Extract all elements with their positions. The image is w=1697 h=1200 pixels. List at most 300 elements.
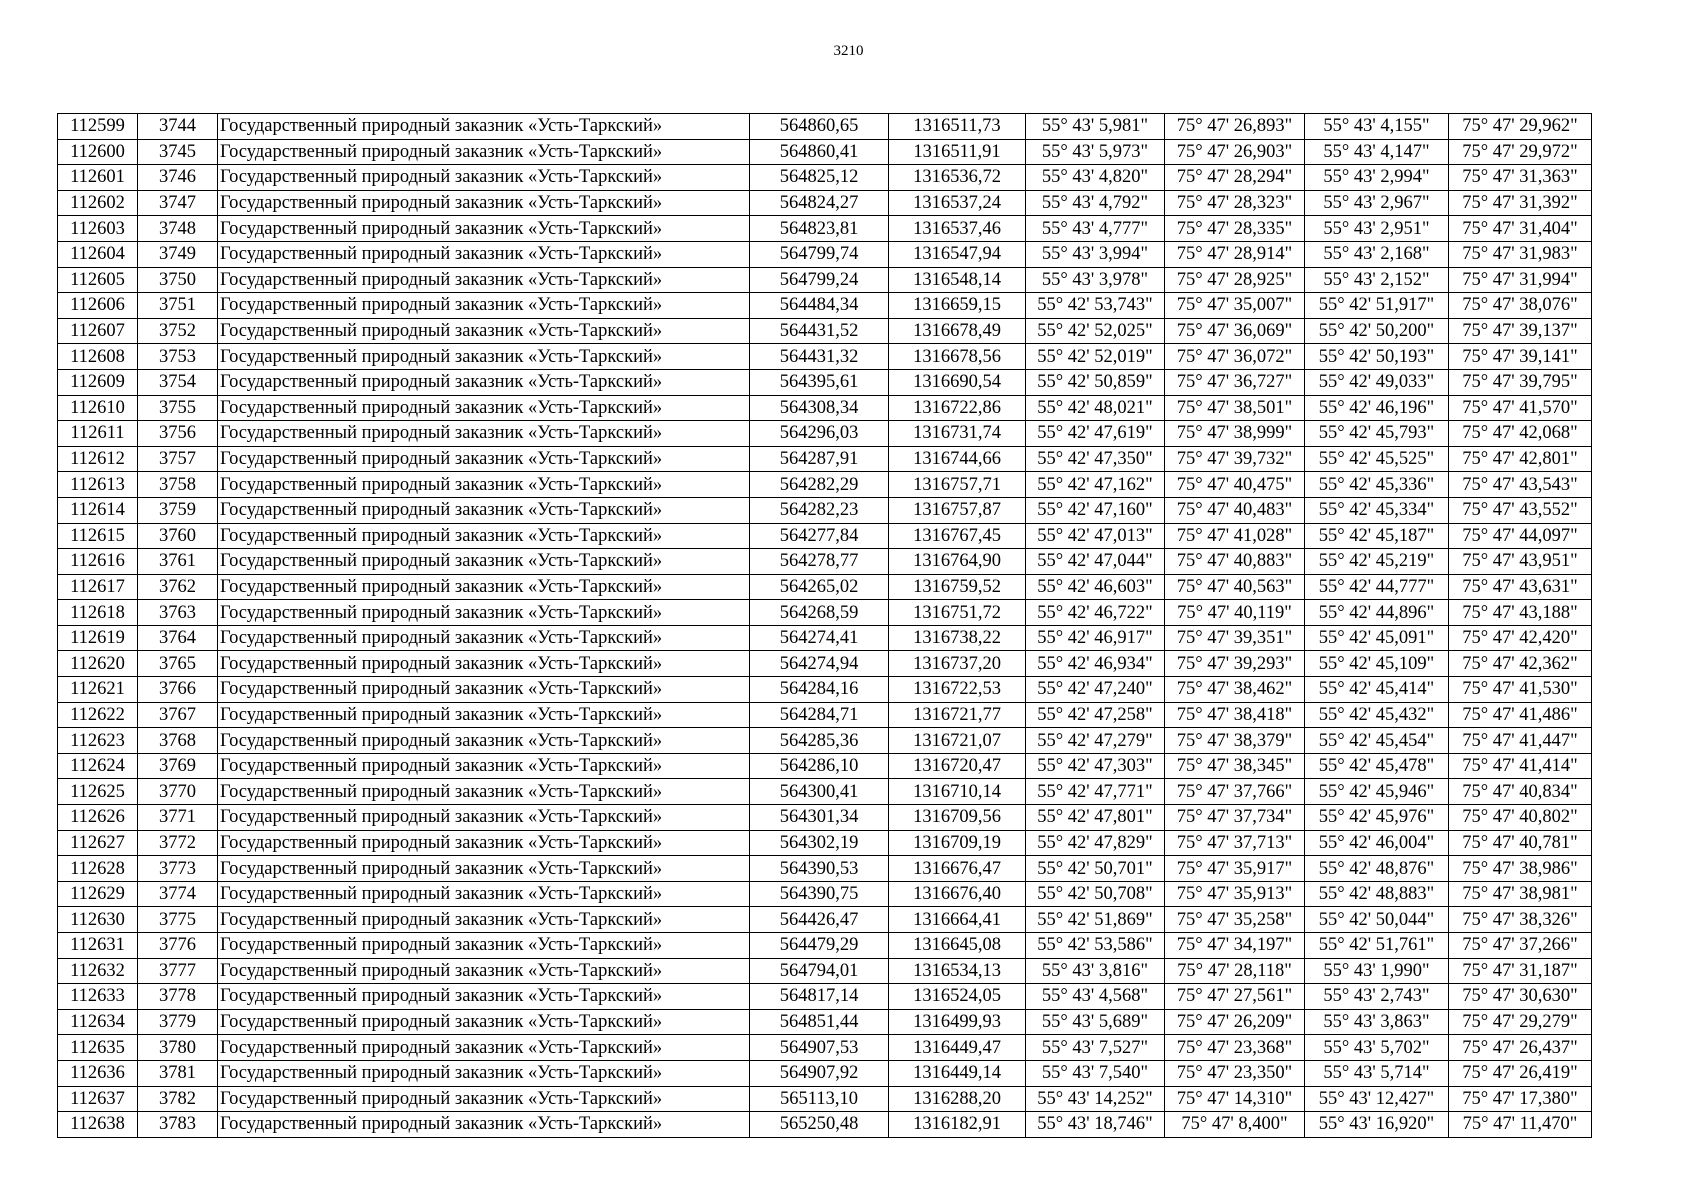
row-id-cell: 112624 (58, 753, 138, 779)
y-coordinate-cell: 1316664,41 (889, 907, 1026, 933)
latitude-2-cell: 55° 43' 2,951" (1305, 216, 1449, 242)
longitude-2-cell: 75° 47' 29,972" (1449, 139, 1592, 165)
longitude-2-cell: 75° 47' 29,279" (1449, 1009, 1592, 1035)
table-row (58, 574, 1592, 600)
table-row (58, 1009, 1592, 1035)
x-coordinate-cell: 564823,81 (750, 216, 889, 242)
longitude-1-cell: 75° 47' 38,345" (1165, 753, 1305, 779)
y-coordinate-cell: 1316659,15 (889, 293, 1026, 319)
longitude-2-cell: 75° 47' 42,801" (1449, 446, 1592, 472)
row-id-cell: 112626 (58, 805, 138, 831)
coordinates-table (57, 113, 1592, 1138)
object-name-cell: Государственный природный заказник «Усть-Таркский» (218, 523, 750, 549)
y-coordinate-cell: 1316709,19 (889, 830, 1026, 856)
point-number-cell: 3751 (138, 293, 218, 319)
longitude-2-cell: 75° 47' 39,795" (1449, 369, 1592, 395)
latitude-2-cell: 55° 42' 45,946" (1305, 779, 1449, 805)
longitude-2-cell: 75° 47' 41,530" (1449, 677, 1592, 703)
longitude-1-cell: 75° 47' 26,903" (1165, 139, 1305, 165)
longitude-1-cell: 75° 47' 38,418" (1165, 702, 1305, 728)
latitude-2-cell: 55° 43' 12,427" (1305, 1086, 1449, 1112)
longitude-2-cell: 75° 47' 41,414" (1449, 753, 1592, 779)
longitude-2-cell: 75° 47' 41,486" (1449, 702, 1592, 728)
x-coordinate-cell: 564308,34 (750, 395, 889, 421)
point-number-cell: 3748 (138, 216, 218, 242)
latitude-1-cell: 55° 42' 47,162" (1026, 472, 1165, 498)
latitude-2-cell: 55° 43' 2,967" (1305, 190, 1449, 216)
table-row (58, 216, 1592, 242)
point-number-cell: 3752 (138, 318, 218, 344)
point-number-cell: 3749 (138, 241, 218, 267)
row-id-cell: 112599 (58, 114, 138, 140)
longitude-1-cell: 75° 47' 28,294" (1165, 165, 1305, 191)
longitude-2-cell: 75° 47' 39,141" (1449, 344, 1592, 370)
object-name-cell: Государственный природный заказник «Усть-Таркский» (218, 856, 750, 882)
latitude-1-cell: 55° 42' 52,019" (1026, 344, 1165, 370)
latitude-2-cell: 55° 42' 46,004" (1305, 830, 1449, 856)
x-coordinate-cell: 564265,02 (750, 574, 889, 600)
y-coordinate-cell: 1316720,47 (889, 753, 1026, 779)
longitude-2-cell: 75° 47' 31,404" (1449, 216, 1592, 242)
row-id-cell: 112636 (58, 1060, 138, 1086)
point-number-cell: 3775 (138, 907, 218, 933)
x-coordinate-cell: 564907,53 (750, 1035, 889, 1061)
longitude-1-cell: 75° 47' 40,119" (1165, 600, 1305, 626)
latitude-1-cell: 55° 43' 7,540" (1026, 1060, 1165, 1086)
latitude-2-cell: 55° 42' 51,917" (1305, 293, 1449, 319)
table-row (58, 907, 1592, 933)
y-coordinate-cell: 1316524,05 (889, 984, 1026, 1010)
object-name-cell: Государственный природный заказник «Усть-Таркский» (218, 779, 750, 805)
latitude-1-cell: 55° 42' 47,303" (1026, 753, 1165, 779)
latitude-1-cell: 55° 42' 51,869" (1026, 907, 1165, 933)
object-name-cell: Государственный природный заказник «Усть-Таркский» (218, 958, 750, 984)
latitude-2-cell: 55° 42' 45,219" (1305, 549, 1449, 575)
y-coordinate-cell: 1316536,72 (889, 165, 1026, 191)
latitude-2-cell: 55° 43' 4,147" (1305, 139, 1449, 165)
row-id-cell: 112629 (58, 881, 138, 907)
longitude-1-cell: 75° 47' 14,310" (1165, 1086, 1305, 1112)
x-coordinate-cell: 564426,47 (750, 907, 889, 933)
object-name-cell: Государственный природный заказник «Усть-Таркский» (218, 728, 750, 754)
longitude-1-cell: 75° 47' 38,501" (1165, 395, 1305, 421)
object-name-cell: Государственный природный заказник «Усть-Таркский» (218, 446, 750, 472)
table-row (58, 600, 1592, 626)
x-coordinate-cell: 564300,41 (750, 779, 889, 805)
x-coordinate-cell: 564390,53 (750, 856, 889, 882)
longitude-2-cell: 75° 47' 43,188" (1449, 600, 1592, 626)
row-id-cell: 112628 (58, 856, 138, 882)
latitude-1-cell: 55° 42' 47,619" (1026, 421, 1165, 447)
y-coordinate-cell: 1316731,74 (889, 421, 1026, 447)
point-number-cell: 3779 (138, 1009, 218, 1035)
longitude-2-cell: 75° 47' 41,447" (1449, 728, 1592, 754)
longitude-1-cell: 75° 47' 27,561" (1165, 984, 1305, 1010)
y-coordinate-cell: 1316710,14 (889, 779, 1026, 805)
point-number-cell: 3767 (138, 702, 218, 728)
x-coordinate-cell: 564431,32 (750, 344, 889, 370)
row-id-cell: 112610 (58, 395, 138, 421)
longitude-2-cell: 75° 47' 26,419" (1449, 1060, 1592, 1086)
latitude-2-cell: 55° 42' 45,432" (1305, 702, 1449, 728)
latitude-2-cell: 55° 42' 45,793" (1305, 421, 1449, 447)
longitude-1-cell: 75° 47' 35,258" (1165, 907, 1305, 933)
longitude-2-cell: 75° 47' 37,266" (1449, 933, 1592, 959)
row-id-cell: 112609 (58, 369, 138, 395)
table-row (58, 933, 1592, 959)
longitude-1-cell: 75° 47' 39,351" (1165, 625, 1305, 651)
y-coordinate-cell: 1316737,20 (889, 651, 1026, 677)
latitude-2-cell: 55° 42' 51,761" (1305, 933, 1449, 959)
point-number-cell: 3763 (138, 600, 218, 626)
longitude-2-cell: 75° 47' 11,470" (1449, 1112, 1592, 1138)
longitude-1-cell: 75° 47' 35,007" (1165, 293, 1305, 319)
object-name-cell: Государственный природный заказник «Усть-Таркский» (218, 216, 750, 242)
point-number-cell: 3777 (138, 958, 218, 984)
longitude-2-cell: 75° 47' 44,097" (1449, 523, 1592, 549)
latitude-1-cell: 55° 43' 4,820" (1026, 165, 1165, 191)
table-body (58, 114, 1592, 1138)
table-row (58, 805, 1592, 831)
latitude-2-cell: 55° 43' 16,920" (1305, 1112, 1449, 1138)
longitude-2-cell: 75° 47' 40,802" (1449, 805, 1592, 831)
longitude-2-cell: 75° 47' 31,392" (1449, 190, 1592, 216)
y-coordinate-cell: 1316537,24 (889, 190, 1026, 216)
longitude-1-cell: 75° 47' 36,072" (1165, 344, 1305, 370)
point-number-cell: 3760 (138, 523, 218, 549)
latitude-2-cell: 55° 42' 45,109" (1305, 651, 1449, 677)
latitude-2-cell: 55° 43' 5,714" (1305, 1060, 1449, 1086)
object-name-cell: Государственный природный заказник «Усть-Таркский» (218, 472, 750, 498)
table-row (58, 165, 1592, 191)
point-number-cell: 3774 (138, 881, 218, 907)
x-coordinate-cell: 564390,75 (750, 881, 889, 907)
x-coordinate-cell: 564268,59 (750, 600, 889, 626)
y-coordinate-cell: 1316744,66 (889, 446, 1026, 472)
x-coordinate-cell: 564794,01 (750, 958, 889, 984)
row-id-cell: 112615 (58, 523, 138, 549)
table-row (58, 1060, 1592, 1086)
longitude-2-cell: 75° 47' 39,137" (1449, 318, 1592, 344)
latitude-2-cell: 55° 42' 48,876" (1305, 856, 1449, 882)
row-id-cell: 112621 (58, 677, 138, 703)
longitude-2-cell: 75° 47' 42,068" (1449, 421, 1592, 447)
point-number-cell: 3745 (138, 139, 218, 165)
object-name-cell: Государственный природный заказник «Усть-Таркский» (218, 574, 750, 600)
latitude-2-cell: 55° 43' 5,702" (1305, 1035, 1449, 1061)
latitude-2-cell: 55° 42' 45,091" (1305, 625, 1449, 651)
page-number: 3210 (833, 43, 864, 59)
row-id-cell: 112603 (58, 216, 138, 242)
point-number-cell: 3761 (138, 549, 218, 575)
latitude-1-cell: 55° 43' 5,973" (1026, 139, 1165, 165)
latitude-1-cell: 55° 43' 7,527" (1026, 1035, 1165, 1061)
row-id-cell: 112620 (58, 651, 138, 677)
point-number-cell: 3764 (138, 625, 218, 651)
latitude-2-cell: 55° 42' 50,193" (1305, 344, 1449, 370)
row-id-cell: 112631 (58, 933, 138, 959)
point-number-cell: 3766 (138, 677, 218, 703)
point-number-cell: 3746 (138, 165, 218, 191)
row-id-cell: 112607 (58, 318, 138, 344)
point-number-cell: 3765 (138, 651, 218, 677)
point-number-cell: 3768 (138, 728, 218, 754)
row-id-cell: 112612 (58, 446, 138, 472)
object-name-cell: Государственный природный заказник «Усть-Таркский» (218, 114, 750, 140)
latitude-1-cell: 55° 42' 47,258" (1026, 702, 1165, 728)
point-number-cell: 3753 (138, 344, 218, 370)
longitude-2-cell: 75° 47' 43,631" (1449, 574, 1592, 600)
y-coordinate-cell: 1316764,90 (889, 549, 1026, 575)
object-name-cell: Государственный природный заказник «Усть-Таркский» (218, 651, 750, 677)
x-coordinate-cell: 564274,94 (750, 651, 889, 677)
latitude-2-cell: 55° 43' 2,994" (1305, 165, 1449, 191)
y-coordinate-cell: 1316678,49 (889, 318, 1026, 344)
latitude-1-cell: 55° 42' 47,160" (1026, 497, 1165, 523)
point-number-cell: 3769 (138, 753, 218, 779)
latitude-1-cell: 55° 42' 50,708" (1026, 881, 1165, 907)
row-id-cell: 112600 (58, 139, 138, 165)
longitude-1-cell: 75° 47' 38,462" (1165, 677, 1305, 703)
object-name-cell: Государственный природный заказник «Усть-Таркский» (218, 293, 750, 319)
row-id-cell: 112604 (58, 241, 138, 267)
table-row (58, 549, 1592, 575)
object-name-cell: Государственный природный заказник «Усть-Таркский» (218, 1086, 750, 1112)
x-coordinate-cell: 564277,84 (750, 523, 889, 549)
latitude-1-cell: 55° 42' 50,701" (1026, 856, 1165, 882)
y-coordinate-cell: 1316547,94 (889, 241, 1026, 267)
table-row (58, 702, 1592, 728)
object-name-cell: Государственный природный заказник «Усть-Таркский» (218, 369, 750, 395)
y-coordinate-cell: 1316511,91 (889, 139, 1026, 165)
point-number-cell: 3762 (138, 574, 218, 600)
longitude-2-cell: 75° 47' 31,187" (1449, 958, 1592, 984)
object-name-cell: Государственный природный заказник «Усть-Таркский» (218, 1060, 750, 1086)
latitude-1-cell: 55° 42' 47,350" (1026, 446, 1165, 472)
point-number-cell: 3781 (138, 1060, 218, 1086)
object-name-cell: Государственный природный заказник «Усть-Таркский» (218, 600, 750, 626)
table-row (58, 881, 1592, 907)
longitude-1-cell: 75° 47' 28,914" (1165, 241, 1305, 267)
table-row (58, 446, 1592, 472)
x-coordinate-cell: 565250,48 (750, 1112, 889, 1138)
latitude-2-cell: 55° 42' 45,525" (1305, 446, 1449, 472)
y-coordinate-cell: 1316499,93 (889, 1009, 1026, 1035)
table-row (58, 241, 1592, 267)
row-id-cell: 112619 (58, 625, 138, 651)
latitude-1-cell: 55° 42' 47,829" (1026, 830, 1165, 856)
longitude-2-cell: 75° 47' 31,363" (1449, 165, 1592, 191)
longitude-2-cell: 75° 47' 30,630" (1449, 984, 1592, 1010)
latitude-1-cell: 55° 43' 18,746" (1026, 1112, 1165, 1138)
table-row (58, 190, 1592, 216)
longitude-2-cell: 75° 47' 43,951" (1449, 549, 1592, 575)
point-number-cell: 3778 (138, 984, 218, 1010)
latitude-1-cell: 55° 43' 5,689" (1026, 1009, 1165, 1035)
point-number-cell: 3771 (138, 805, 218, 831)
object-name-cell: Государственный природный заказник «Усть-Таркский» (218, 805, 750, 831)
longitude-1-cell: 75° 47' 8,400" (1165, 1112, 1305, 1138)
table-row (58, 830, 1592, 856)
x-coordinate-cell: 564284,71 (750, 702, 889, 728)
latitude-1-cell: 55° 42' 46,722" (1026, 600, 1165, 626)
object-name-cell: Государственный природный заказник «Усть-Таркский» (218, 677, 750, 703)
table-row (58, 958, 1592, 984)
y-coordinate-cell: 1316548,14 (889, 267, 1026, 293)
object-name-cell: Государственный природный заказник «Усть-Таркский» (218, 1009, 750, 1035)
object-name-cell: Государственный природный заказник «Усть-Таркский» (218, 625, 750, 651)
y-coordinate-cell: 1316767,45 (889, 523, 1026, 549)
y-coordinate-cell: 1316721,77 (889, 702, 1026, 728)
longitude-1-cell: 75° 47' 37,734" (1165, 805, 1305, 831)
row-id-cell: 112635 (58, 1035, 138, 1061)
x-coordinate-cell: 564282,23 (750, 497, 889, 523)
latitude-1-cell: 55° 43' 3,816" (1026, 958, 1165, 984)
longitude-2-cell: 75° 47' 38,981" (1449, 881, 1592, 907)
row-id-cell: 112634 (58, 1009, 138, 1035)
y-coordinate-cell: 1316511,73 (889, 114, 1026, 140)
longitude-2-cell: 75° 47' 42,420" (1449, 625, 1592, 651)
object-name-cell: Государственный природный заказник «Усть-Таркский» (218, 267, 750, 293)
row-id-cell: 112613 (58, 472, 138, 498)
table-row (58, 728, 1592, 754)
y-coordinate-cell: 1316288,20 (889, 1086, 1026, 1112)
y-coordinate-cell: 1316757,87 (889, 497, 1026, 523)
longitude-1-cell: 75° 47' 38,999" (1165, 421, 1305, 447)
y-coordinate-cell: 1316534,13 (889, 958, 1026, 984)
table-row (58, 369, 1592, 395)
longitude-1-cell: 75° 47' 35,917" (1165, 856, 1305, 882)
longitude-2-cell: 75° 47' 40,781" (1449, 830, 1592, 856)
object-name-cell: Государственный природный заказник «Усть-Таркский» (218, 1112, 750, 1138)
x-coordinate-cell: 564286,10 (750, 753, 889, 779)
point-number-cell: 3750 (138, 267, 218, 293)
latitude-1-cell: 55° 43' 3,994" (1026, 241, 1165, 267)
latitude-2-cell: 55° 42' 49,033" (1305, 369, 1449, 395)
object-name-cell: Государственный природный заказник «Усть-Таркский» (218, 139, 750, 165)
object-name-cell: Государственный природный заказник «Усть-Таркский» (218, 318, 750, 344)
x-coordinate-cell: 564285,36 (750, 728, 889, 754)
object-name-cell: Государственный природный заказник «Усть-Таркский» (218, 984, 750, 1010)
latitude-2-cell: 55° 43' 2,743" (1305, 984, 1449, 1010)
row-id-cell: 112611 (58, 421, 138, 447)
x-coordinate-cell: 564282,29 (750, 472, 889, 498)
table-row (58, 1086, 1592, 1112)
latitude-1-cell: 55° 43' 4,568" (1026, 984, 1165, 1010)
longitude-2-cell: 75° 47' 29,962" (1449, 114, 1592, 140)
longitude-1-cell: 75° 47' 39,732" (1165, 446, 1305, 472)
x-coordinate-cell: 564799,24 (750, 267, 889, 293)
point-number-cell: 3759 (138, 497, 218, 523)
latitude-2-cell: 55° 42' 45,414" (1305, 677, 1449, 703)
x-coordinate-cell: 564274,41 (750, 625, 889, 651)
latitude-2-cell: 55° 42' 45,187" (1305, 523, 1449, 549)
row-id-cell: 112617 (58, 574, 138, 600)
object-name-cell: Государственный природный заказник «Усть-Таркский» (218, 241, 750, 267)
row-id-cell: 112632 (58, 958, 138, 984)
x-coordinate-cell: 564824,27 (750, 190, 889, 216)
point-number-cell: 3754 (138, 369, 218, 395)
longitude-2-cell: 75° 47' 38,986" (1449, 856, 1592, 882)
longitude-1-cell: 75° 47' 38,379" (1165, 728, 1305, 754)
longitude-1-cell: 75° 47' 28,118" (1165, 958, 1305, 984)
y-coordinate-cell: 1316738,22 (889, 625, 1026, 651)
latitude-1-cell: 55° 42' 47,240" (1026, 677, 1165, 703)
y-coordinate-cell: 1316759,52 (889, 574, 1026, 600)
table-row (58, 779, 1592, 805)
latitude-1-cell: 55° 42' 47,279" (1026, 728, 1165, 754)
point-number-cell: 3782 (138, 1086, 218, 1112)
latitude-2-cell: 55° 42' 45,336" (1305, 472, 1449, 498)
y-coordinate-cell: 1316751,72 (889, 600, 1026, 626)
table-row (58, 139, 1592, 165)
longitude-1-cell: 75° 47' 37,713" (1165, 830, 1305, 856)
x-coordinate-cell: 564479,29 (750, 933, 889, 959)
longitude-2-cell: 75° 47' 17,380" (1449, 1086, 1592, 1112)
latitude-1-cell: 55° 42' 53,743" (1026, 293, 1165, 319)
point-number-cell: 3756 (138, 421, 218, 447)
object-name-cell: Государственный природный заказник «Усть-Таркский» (218, 395, 750, 421)
latitude-1-cell: 55° 42' 46,934" (1026, 651, 1165, 677)
point-number-cell: 3747 (138, 190, 218, 216)
longitude-2-cell: 75° 47' 43,543" (1449, 472, 1592, 498)
longitude-2-cell: 75° 47' 26,437" (1449, 1035, 1592, 1061)
row-id-cell: 112618 (58, 600, 138, 626)
latitude-2-cell: 55° 42' 45,976" (1305, 805, 1449, 831)
point-number-cell: 3744 (138, 114, 218, 140)
longitude-2-cell: 75° 47' 38,076" (1449, 293, 1592, 319)
table-row (58, 523, 1592, 549)
table-row (58, 856, 1592, 882)
x-coordinate-cell: 564860,65 (750, 114, 889, 140)
latitude-2-cell: 55° 43' 1,990" (1305, 958, 1449, 984)
longitude-1-cell: 75° 47' 28,335" (1165, 216, 1305, 242)
object-name-cell: Государственный природный заказник «Усть-Таркский» (218, 165, 750, 191)
y-coordinate-cell: 1316678,56 (889, 344, 1026, 370)
x-coordinate-cell: 564907,92 (750, 1060, 889, 1086)
object-name-cell: Государственный природный заказник «Усть-Таркский» (218, 881, 750, 907)
latitude-1-cell: 55° 42' 47,013" (1026, 523, 1165, 549)
y-coordinate-cell: 1316690,54 (889, 369, 1026, 395)
object-name-cell: Государственный природный заказник «Усть-Таркский» (218, 907, 750, 933)
longitude-1-cell: 75° 47' 23,368" (1165, 1035, 1305, 1061)
longitude-1-cell: 75° 47' 36,069" (1165, 318, 1305, 344)
latitude-2-cell: 55° 43' 2,152" (1305, 267, 1449, 293)
y-coordinate-cell: 1316722,53 (889, 677, 1026, 703)
table-row (58, 114, 1592, 140)
row-id-cell: 112637 (58, 1086, 138, 1112)
longitude-2-cell: 75° 47' 41,570" (1449, 395, 1592, 421)
table-row (58, 421, 1592, 447)
latitude-2-cell: 55° 42' 48,883" (1305, 881, 1449, 907)
row-id-cell: 112638 (58, 1112, 138, 1138)
y-coordinate-cell: 1316449,14 (889, 1060, 1026, 1086)
table-row (58, 677, 1592, 703)
object-name-cell: Государственный природный заказник «Усть-Таркский» (218, 344, 750, 370)
longitude-1-cell: 75° 47' 34,197" (1165, 933, 1305, 959)
point-number-cell: 3780 (138, 1035, 218, 1061)
y-coordinate-cell: 1316645,08 (889, 933, 1026, 959)
latitude-1-cell: 55° 42' 47,044" (1026, 549, 1165, 575)
latitude-1-cell: 55° 42' 50,859" (1026, 369, 1165, 395)
y-coordinate-cell: 1316676,47 (889, 856, 1026, 882)
table-row (58, 625, 1592, 651)
longitude-2-cell: 75° 47' 43,552" (1449, 497, 1592, 523)
longitude-1-cell: 75° 47' 36,727" (1165, 369, 1305, 395)
y-coordinate-cell: 1316721,07 (889, 728, 1026, 754)
x-coordinate-cell: 564799,74 (750, 241, 889, 267)
longitude-2-cell: 75° 47' 38,326" (1449, 907, 1592, 933)
